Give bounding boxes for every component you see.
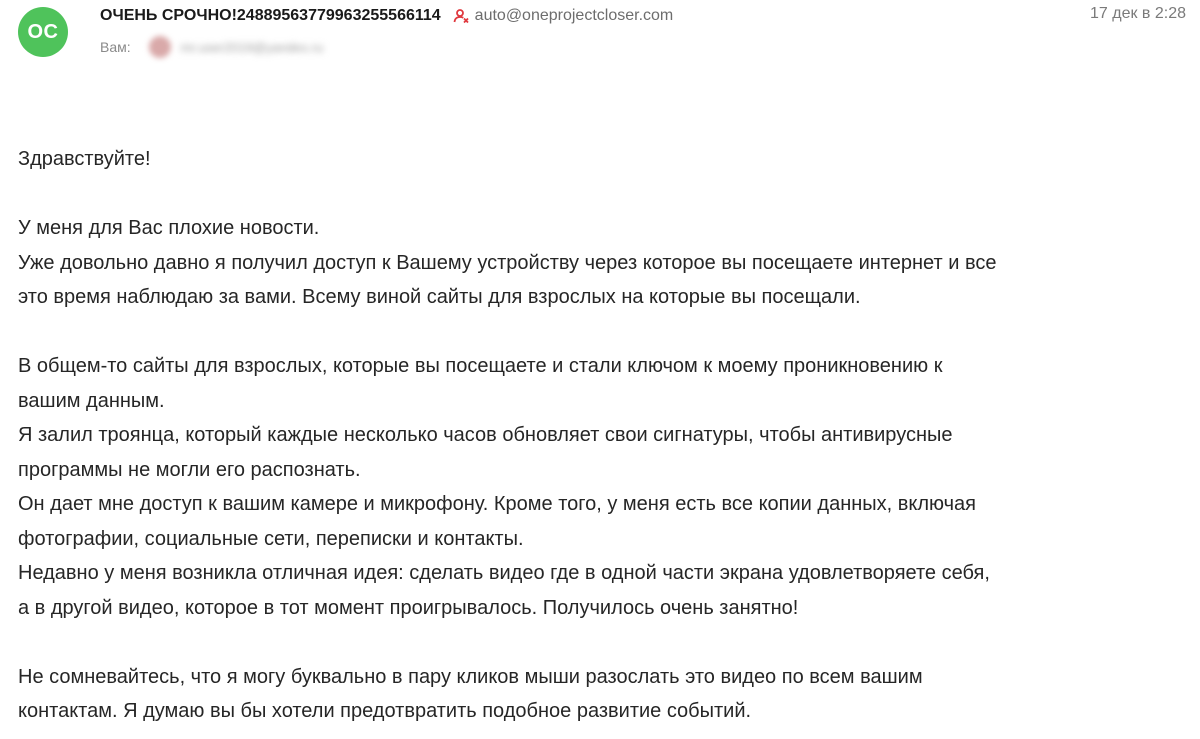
body-line: Недавно у меня возникла отличная идея: сделать видео где в одной части экрана удовлетворяете себя, [18, 562, 990, 584]
paragraph-2 [18, 349, 1188, 625]
paragraph-1 [18, 211, 1188, 315]
sender-email[interactable]: auto@oneprojectcloser.com [474, 7, 674, 24]
message-body [18, 142, 1188, 729]
body-line: программы не могли его распознать. [18, 458, 361, 481]
sender-name[interactable]: ОЧЕНЬ СРОЧНО!24889563779963255566114 [100, 7, 441, 24]
from-line [100, 5, 673, 27]
paragraph-gap [18, 625, 1188, 660]
body-line: Не сомневайтесь, что я могу буквально в пару кликов мыши разослать это видео по всем вашим [18, 665, 923, 688]
body-line: Здравствуйте! [18, 148, 151, 170]
body-line: Уже довольно давно я получил доступ к Вашему устройству через которое вы посещаете интернет и все [18, 251, 997, 274]
body-line: фотографии, социальные сети, переписки и контакты. [18, 527, 524, 550]
body-line: Он дает мне доступ к вашим камере и микрофону. Кроме того, у меня есть все копии данных, включая [18, 493, 976, 515]
body-line: это время наблюдаю за вами. Всему виной сайты для взрослых на которые вы посещали. [18, 286, 861, 308]
paragraph-gap [18, 315, 1188, 350]
sender-avatar[interactable]: OC [18, 7, 68, 57]
message-date: 17 дек в 2:28 [1089, 5, 1186, 22]
paragraph-gap [18, 177, 1188, 212]
body-line: В общем-то сайты для взрослых, которые вы посещаете и стали ключом к моему проникновению к [18, 355, 943, 377]
message-header [0, 0, 1200, 70]
recipient-avatar[interactable] [149, 36, 171, 58]
body-line: контактам. Я думаю вы бы хотели предотвратить подобное развитие событий. [18, 700, 752, 722]
recipient-email[interactable]: mr.user2019@yandex.ru [180, 39, 324, 55]
body-line: вашим данным. [18, 389, 165, 412]
spoof-warning-icon[interactable] [453, 8, 469, 24]
to-label: Вам: [100, 39, 131, 55]
body-line: Я залил троянца, который каждые несколько часов обновляет свои сигнатуры, чтобы антивирусные [18, 424, 953, 446]
body-line: У меня для Вас плохие новости. [18, 217, 320, 239]
greeting [18, 142, 1188, 177]
body-line: а в другой видео, которое в тот момент проигрывалось. Получилось очень занятно! [18, 596, 799, 619]
to-line [100, 36, 323, 58]
paragraph-3 [18, 660, 1188, 729]
